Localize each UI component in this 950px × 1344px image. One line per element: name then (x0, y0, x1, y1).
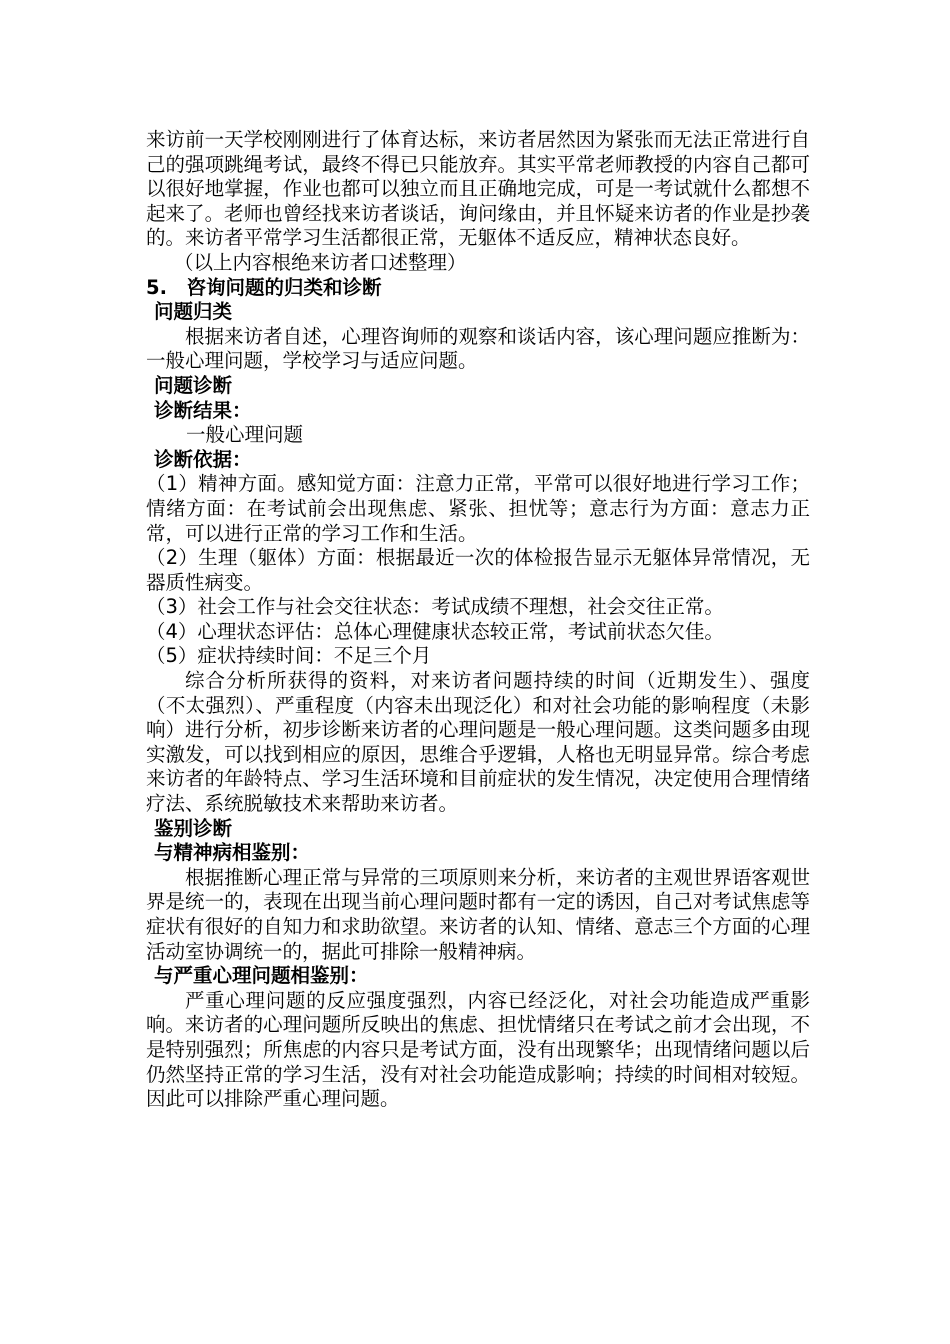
result-heading: 诊断结果： (154, 398, 252, 422)
severe-paragraph: 严重心理问题的反应强度强烈，内容已经泛化，对社会功能造成严重影响。来访者的心理问题所反映出的焦虑、担忧情绪只在考试之前才会出现，不是特别强烈；所焦虑的内容只是考试方面，没有出现繁华；出现情绪问题以后仍然坚持正常的学习生活，没有对社会功能造成影响；持续的时间相对较短。因此可以排除严重心理问题。 (146, 988, 810, 1111)
source-note: （以上内容根绝来访者口述整理） (174, 250, 467, 274)
classify-heading: 问题归类 (154, 300, 233, 324)
basis-heading: 诊断依据： (154, 447, 252, 471)
diagnosis-heading: 问题诊断 (154, 373, 233, 397)
basis-item-3: （3）社会工作与社会交往状态：考试成绩不理想，社会交往正常。 (146, 595, 724, 619)
intro-paragraph: 来访前一天学校刚刚进行了体育达标，来访者居然因为紧张而无法正常进行自己的强项跳绳考试，最终不得已只能放弃。其实平常老师教授的内容自己都可以很好地掌握，作业也都可以独立而且正确地完成，可是一考试就什么都想不起来了。老师也曾经找来访者谈话，询问缘由，并且怀疑来访者的作业是抄袭的。来访者平常学习生活都很正常，无躯体不适反应，精神状态良好。 (146, 128, 810, 250)
psychosis-heading: 与精神病相鉴别： (154, 841, 311, 865)
differential-heading: 鉴别诊断 (154, 816, 233, 840)
severe-heading: 与严重心理问题相鉴别： (154, 964, 369, 988)
psychosis-paragraph: 根据推断心理正常与异常的三项原则来分析，来访者的主观世界语客观世界是统一的，表现在出现当前心理问题时都有一定的诱因，自己对考试焦虑等症状有很好的自知力和求助欲望。来访者的认知、情绪、意志三个方面的心理活动室协调统一的，据此可排除一般精神病。 (146, 865, 810, 963)
basis-item-4: （4）心理状态评估：总体心理健康状态较正常，考试前状态欠佳。 (146, 619, 724, 643)
basis-item-5: （5）症状持续时间：不足三个月 (146, 644, 432, 668)
document-body (146, 128, 810, 1112)
analysis-paragraph: 综合分析所获得的资料，对来访者问题持续的时间（近期发生）、强度（不太强烈）、严重程度（内容未出现泛化）和对社会功能的影响程度（未影响）进行分析，初步诊断来访者的心理问题是一般心理问题。这类问题多由现实激发，可以找到相应的原因，思维合乎逻辑，人格也无明显异常。综合考虑来访者的年龄特点、学习生活环境和目前症状的发生情况，决定使用合理情绪疗法、系统脱敏技术来帮助来访者。 (146, 669, 810, 816)
section-5-heading: 5. 咨询问题的归类和诊断 (146, 275, 382, 299)
classify-paragraph: 根据来访者自述，心理咨询师的观察和谈话内容，该心理问题应推断为：一般心理问题，学校学习与适应问题。 (146, 324, 810, 373)
basis-item-1: （1）精神方面。感知觉方面：注意力正常，平常可以很好地进行学习工作；情绪方面：在考试前会出现焦虑、紧张、担忧等；意志行为方面：意志力正常，可以进行正常的学习工作和生活。 (146, 472, 810, 545)
result-text: 一般心理问题 (186, 423, 304, 447)
basis-item-2: （2）生理（躯体）方面：根据最近一次的体检报告显示无躯体异常情况，无器质性病变。 (146, 546, 810, 594)
